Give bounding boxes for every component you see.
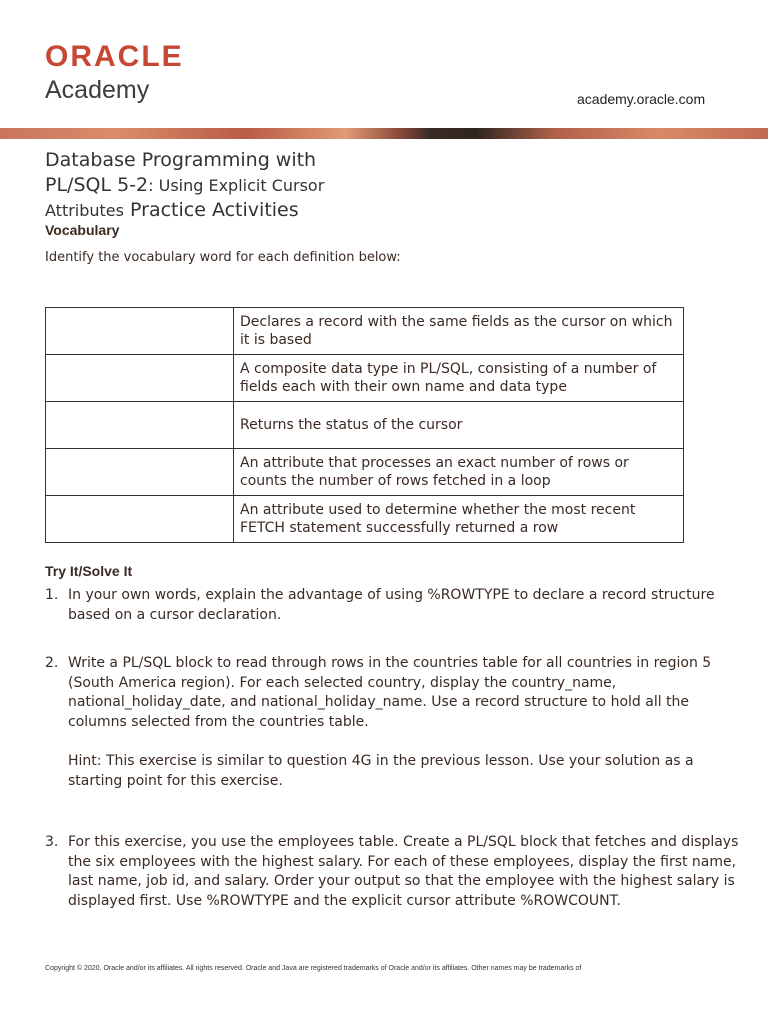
definition-cell: Returns the status of the cursor xyxy=(234,402,684,449)
logo-brand: ORACLE xyxy=(45,40,184,73)
definition-cell: Declares a record with the same fields as the cursor on which it is based xyxy=(234,308,684,355)
question-hint: Hint: This exercise is similar to question 4G in the previous lesson. Use your solution as a starting point for this exercise. xyxy=(68,753,694,789)
oracle-academy-logo xyxy=(45,40,184,104)
title-line3-sub: Attributes xyxy=(45,201,124,220)
question-text: Write a PL/SQL block to read through rows in the countries table for all countries in region 5 (South America region). For each selected country, display the country_name, national_holiday_date, and national_holiday_name. Use a record structure to hold all the columns selected from the countries table. xyxy=(68,655,712,730)
title-line2-main: PL/SQL 5-2 xyxy=(45,174,149,196)
term-cell[interactable] xyxy=(46,355,234,402)
site-url: academy.oracle.com xyxy=(577,91,706,107)
question-number: 3. xyxy=(45,834,59,850)
try-it-heading: Try It/Solve It xyxy=(45,563,133,579)
page-title xyxy=(45,148,445,223)
title-line2-sub: : Using Explicit Cursor xyxy=(148,176,325,195)
vocabulary-heading: Vocabulary xyxy=(45,222,120,238)
question-number: 2. xyxy=(45,655,59,671)
table-row xyxy=(46,449,684,496)
term-cell[interactable] xyxy=(46,449,234,496)
term-cell[interactable] xyxy=(46,496,234,543)
table-row xyxy=(46,308,684,355)
definition-cell: An attribute that processes an exact number of rows or counts the number of rows fetched in a loop xyxy=(234,449,684,496)
vocabulary-instruction: Identify the vocabulary word for each definition below: xyxy=(45,250,401,265)
definition-cell: An attribute used to determine whether the most recent FETCH statement successfully returned a row xyxy=(234,496,684,543)
definition-cell: A composite data type in PL/SQL, consisting of a number of fields each with their own name and data type xyxy=(234,355,684,402)
title-line1: Database Programming with xyxy=(45,149,317,171)
title-line3-main: Practice Activities xyxy=(123,199,299,221)
table-row xyxy=(46,355,684,402)
question-3 xyxy=(45,833,745,911)
table-row xyxy=(46,402,684,449)
question-1 xyxy=(45,586,745,625)
question-number: 1. xyxy=(45,587,59,603)
copyright-footer: Copyright © 2020, Oracle and/or its affiliates. All rights reserved. Oracle and Java are registered trademarks of Oracle and/or its affiliates. Other names may be trademarks of xyxy=(45,965,582,972)
question-text: In your own words, explain the advantage of using %ROWTYPE to declare a record structure based on a cursor declaration. xyxy=(68,587,715,623)
term-cell[interactable] xyxy=(46,308,234,355)
decorative-banner xyxy=(0,128,768,139)
table-row xyxy=(46,496,684,543)
vocabulary-table xyxy=(45,307,684,543)
question-text: For this exercise, you use the employees table. Create a PL/SQL block that fetches and displays the six employees with the highest salary. For each of these employees, display the first name, last name, job id, and salary. Order your output so that the employee with the highest salary is displayed first. Use %ROWTYPE and the explicit cursor attribute %ROWCOUNT. xyxy=(68,834,739,909)
logo-sub: Academy xyxy=(45,76,150,104)
term-cell[interactable] xyxy=(46,402,234,449)
question-2 xyxy=(45,654,745,791)
